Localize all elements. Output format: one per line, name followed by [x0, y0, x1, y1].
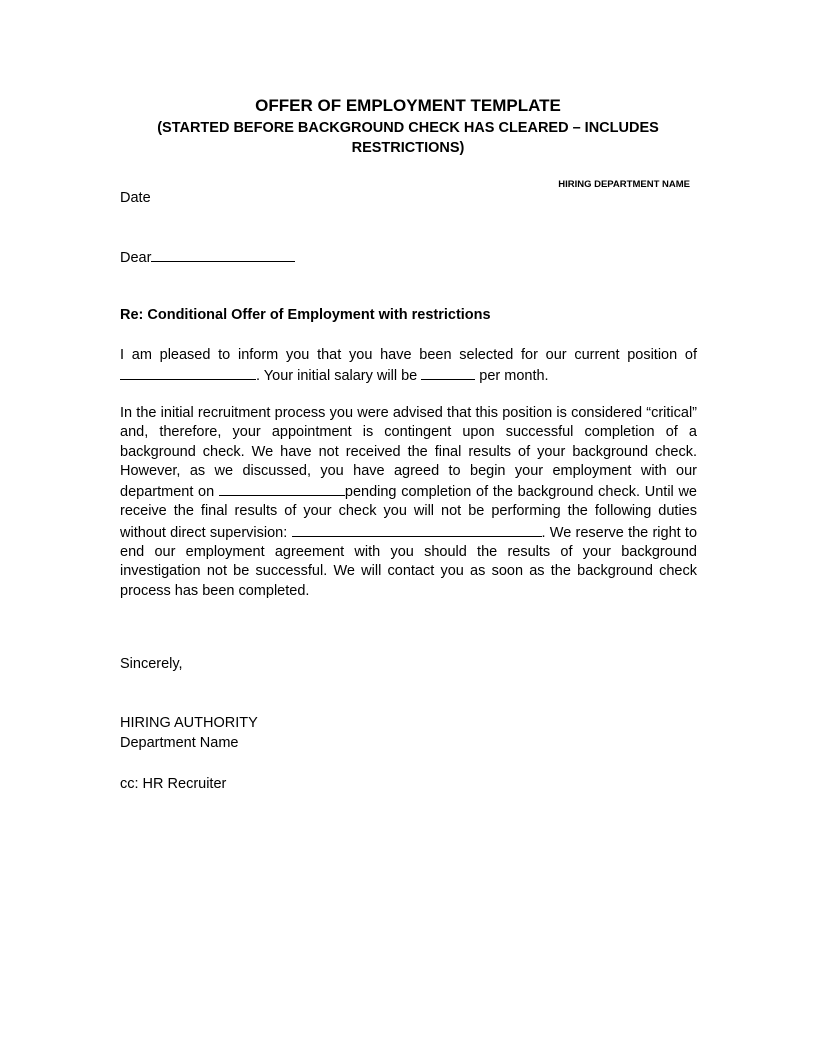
offer-text-c: per month. — [479, 368, 549, 385]
conditions-text-b: pending completion of the background check. Until we receive the final results of your check you will not be performing the following duties without direct supervision: — [120, 484, 697, 541]
paragraph-conditions — [120, 404, 697, 601]
offer-text-a: I am pleased to inform you that you have been selected for our current position of — [120, 347, 697, 363]
salary-blank[interactable] — [421, 365, 475, 380]
signer-title: HIRING AUTHORITY — [120, 715, 258, 731]
offer-text-b: . Your initial salary will be — [256, 368, 418, 385]
cc-line: cc: HR Recruiter — [120, 776, 227, 792]
salutation-line — [120, 247, 295, 268]
position-blank[interactable] — [120, 365, 256, 380]
document-title: OFFER OF EMPLOYMENT TEMPLATE — [255, 96, 561, 115]
department-header: HIRING DEPARTMENT NAME — [558, 179, 690, 190]
salutation: Dear — [120, 250, 152, 266]
subject-line: Re: Conditional Offer of Employment with restrictions — [120, 307, 491, 323]
signer-department: Department Name — [120, 735, 239, 751]
restricted-duties-blank[interactable] — [292, 522, 542, 537]
conditions-text-a: In the initial recruitment process you were advised that this position is considered “critical” and, therefore, your appointment is contingent upon successful completion of a background check. We have not received the final results of your background check. However, as we discussed, you have agreed to begin your employment with our department on — [120, 405, 697, 501]
start-date-blank[interactable] — [219, 481, 345, 496]
recipient-name-blank[interactable] — [151, 247, 295, 262]
date-label: Date — [120, 190, 151, 206]
closing: Sincerely, — [120, 656, 183, 672]
paragraph-offer — [120, 346, 697, 387]
conditions-text-c: . We reserve the right to end our employment agreement with you should the results of your background investigation not be successful. We will contact you as soon as the background check process has been completed. — [120, 524, 698, 599]
document-subtitle: (STARTED BEFORE BACKGROUND CHECK HAS CLEARED – INCLUDES RESTRICTIONS) — [157, 120, 659, 156]
